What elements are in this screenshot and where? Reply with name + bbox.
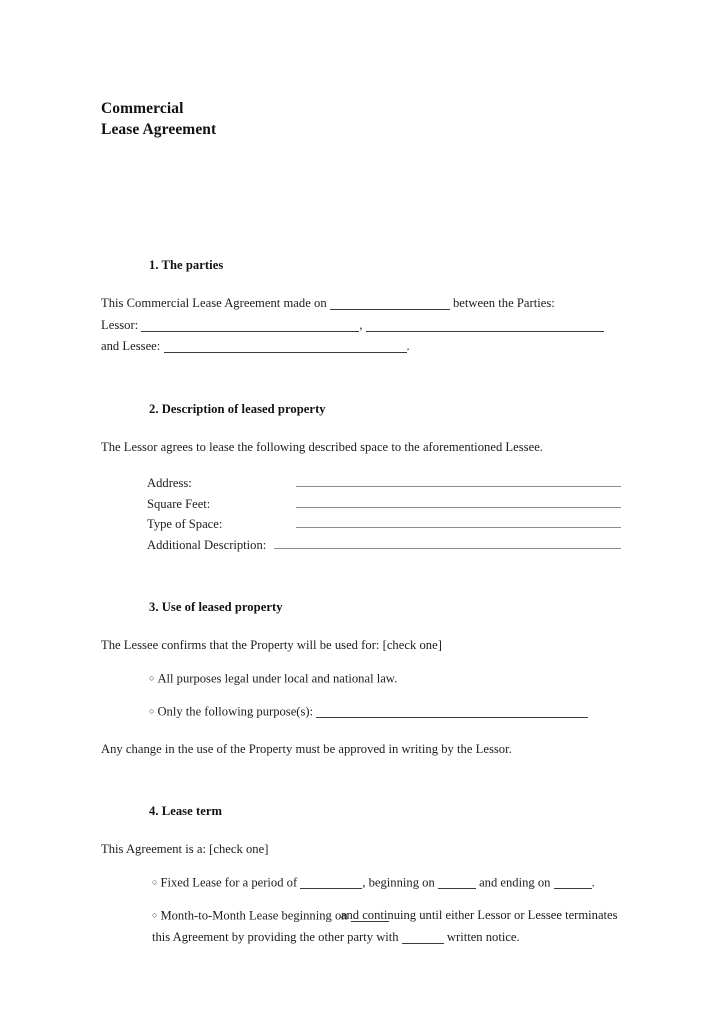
page-title (101, 99, 621, 140)
field-label-type-of-space: Type of Space: (147, 517, 223, 531)
field-row-square-feet (101, 495, 621, 516)
fixed-lease-text-b: , beginning on (362, 875, 435, 889)
section-heading-2: 2. Description of leased property (149, 401, 326, 416)
spacer (101, 690, 621, 701)
fixed-lease-start-blank[interactable] (438, 877, 476, 889)
use-option-only-following[interactable] (101, 701, 621, 723)
spacer (101, 616, 621, 635)
use-option-all-purposes-label: All purposes legal under local and national law. (157, 671, 398, 685)
spacer (101, 556, 621, 598)
spacer (101, 723, 621, 739)
spacer (101, 760, 621, 802)
month-to-month-text-a: Month-to-Month Lease beginning on (160, 908, 348, 922)
field-label-address: Address: (147, 476, 192, 490)
field-input-additional-description[interactable] (274, 536, 621, 549)
spacer (101, 358, 621, 400)
spacer (101, 657, 621, 668)
title-spacer (101, 140, 621, 256)
field-label-additional-description: Additional Description: (147, 537, 267, 552)
radio-circle-icon: ○ (149, 672, 155, 683)
section-1-paragraph (101, 293, 621, 358)
section-4-paragraph: This Agreement is a: [check one] (101, 842, 269, 856)
spacer (101, 894, 621, 905)
spacer (101, 418, 621, 437)
section-2-paragraph: The Lessor agrees to lease the following described space to the aforementioned Lessee. (101, 439, 543, 454)
radio-circle-icon: ○ (152, 909, 158, 920)
radio-circle-icon: ○ (149, 705, 155, 716)
field-input-address[interactable] (296, 474, 621, 487)
document-content (101, 99, 621, 948)
specific-purpose-blank[interactable] (316, 706, 588, 718)
lessor-address-blank[interactable] (366, 320, 604, 332)
lessee-name-blank[interactable] (164, 341, 407, 353)
radio-circle-icon: ○ (152, 876, 158, 887)
lessee-end-punctuation: . (406, 339, 410, 353)
spacer (101, 861, 621, 872)
lessor-label: Lessor: (101, 317, 139, 332)
field-input-type-of-space[interactable] (296, 515, 621, 528)
notice-period-blank[interactable] (402, 932, 444, 944)
section-heading-1: 1. The parties (149, 258, 224, 272)
fixed-lease-text-d: . (591, 875, 595, 889)
lessor-name-blank[interactable] (141, 320, 359, 332)
fixed-lease-text-a: Fixed Lease for a period of (160, 875, 298, 889)
field-input-square-feet[interactable] (296, 495, 621, 508)
lessee-label: and Lessee: (101, 339, 161, 353)
spacer (101, 458, 621, 474)
page-title-line-1: Commercial (101, 100, 184, 117)
agreement-date-blank[interactable] (330, 298, 450, 310)
field-label-square-feet: Square Feet: (147, 496, 211, 511)
use-option-only-following-label: Only the following purpose(s): (157, 704, 314, 718)
fixed-lease-period-blank[interactable] (300, 877, 362, 889)
section-3-closing-paragraph: Any change in the use of the Property must be approved in writing by the Lessor. (101, 741, 512, 756)
field-row-additional-description (101, 536, 621, 557)
field-row-address (101, 474, 621, 495)
lease-term-option-month-to-month[interactable] (101, 905, 621, 949)
field-row-type-of-space (101, 515, 621, 536)
fixed-lease-text-c: and ending on (479, 875, 551, 889)
section-3-paragraph: The Lessee confirms that the Property will be used for: [check one] (101, 638, 442, 652)
parties-intro-text-a: This Commercial Lease Agreement made on (101, 296, 327, 310)
month-to-month-text-c: written notice. (446, 929, 520, 944)
parties-intro-text-b: between the Parties: (452, 296, 555, 310)
lessor-separator: , (359, 317, 363, 332)
spacer (101, 274, 621, 293)
lease-term-option-fixed[interactable] (101, 872, 621, 894)
spacer (101, 820, 621, 839)
page-title-line-2: Lease Agreement (101, 120, 217, 138)
property-description-fields (101, 474, 621, 556)
fixed-lease-end-blank[interactable] (554, 877, 592, 889)
use-option-all-purposes[interactable] (101, 668, 621, 690)
section-heading-4: 4. Lease term (149, 804, 223, 818)
section-heading-3: 3. Use of leased property (149, 600, 283, 614)
month-to-month-text-b: and continuing until either Lessor or Lessee terminates this Agreement by providing the other party with (152, 908, 618, 944)
